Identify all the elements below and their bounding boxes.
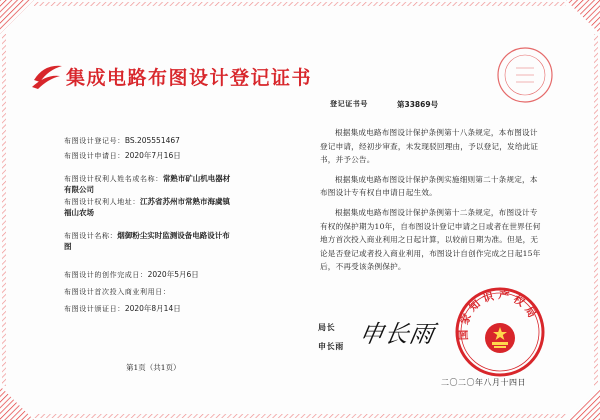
border-band-right — [594, 34, 598, 386]
field-owner-address: 布图设计权利人地址：江苏省苏州市常熟市海虞镇 — [64, 197, 230, 206]
official-seal — [454, 286, 546, 378]
issue-date: 二〇二〇年八月十四日 — [441, 378, 526, 387]
field-application-date: 布图设计申请日：2020年7月16日 — [64, 151, 181, 160]
border-band-bottom — [34, 414, 566, 418]
paragraph-protection-period: 根据集成电路布图设计保护条例第十二条规定，布图设计专有权的保护期为10年，自布图设计登记申请之日或者在世界任何地方首次投入商业利用之日起计算，以较前日期为准。但是，无论是否登记或者投入商业利用，布图设计自创作完成之日起15年后，不再受该条例保护。 — [320, 207, 541, 272]
director-name: 申长雨 — [318, 341, 344, 351]
field-owner-address-cont: 福山农场 — [64, 208, 94, 217]
national-emblem-icon — [485, 323, 515, 353]
border-corner-bottom-left — [0, 386, 34, 420]
corner-stamp — [496, 46, 554, 104]
border-corner-top-right — [566, 0, 600, 34]
field-creation-date: 布图设计的创作完成日：2020年5月6日 — [64, 270, 199, 279]
paragraph-effective-date: 根据集成电路布图设计保护条例实施细则第二十条规定，本布图设计专有权自申请日起生效。 — [320, 174, 538, 198]
field-registration-number: 布图设计登记号：BS.205551467 — [64, 136, 180, 145]
legal-text — [320, 126, 545, 274]
bureau-director-label: 局长 — [318, 322, 336, 332]
director-signature: 申长雨 — [357, 320, 438, 348]
field-owner-name: 布图设计权利人姓名或名称：常熟市矿山机电器材 — [64, 174, 231, 183]
border-corner-top-left — [0, 0, 34, 34]
page-indicator: 第1页（共1页） — [126, 363, 181, 372]
cnipa-logo — [30, 60, 64, 90]
paragraph-registration-basis: 根据集成电路布图设计保护条例第十八条规定，本布图设计登记申请，经初步审查，未发现驳回理由，予以登记，发给此证书，并予公告。 — [320, 128, 539, 165]
seal-text: 国家知识产权局 — [457, 289, 540, 341]
field-owner-name-cont: 有限公司 — [64, 185, 94, 194]
registration-fields — [64, 128, 304, 311]
border-corner-bottom-right — [566, 386, 600, 420]
cert-number: 第33869号 — [397, 100, 439, 109]
border-band-top — [34, 2, 566, 6]
border-band-left — [2, 34, 6, 386]
cert-number-label: 登记证书号 — [330, 99, 368, 108]
field-design-name: 布图设计名称：烟御粉尘实时监测设备电路设计布 — [64, 231, 230, 240]
certificate-title: 集成电路布图设计登记证书 — [66, 67, 313, 89]
field-design-name-cont: 图 — [64, 242, 72, 251]
field-issue-date: 布图设计颁证日：2020年8月14日 — [64, 304, 181, 313]
field-first-commercial-use: 布图设计首次投入商业利用日： — [64, 288, 171, 296]
